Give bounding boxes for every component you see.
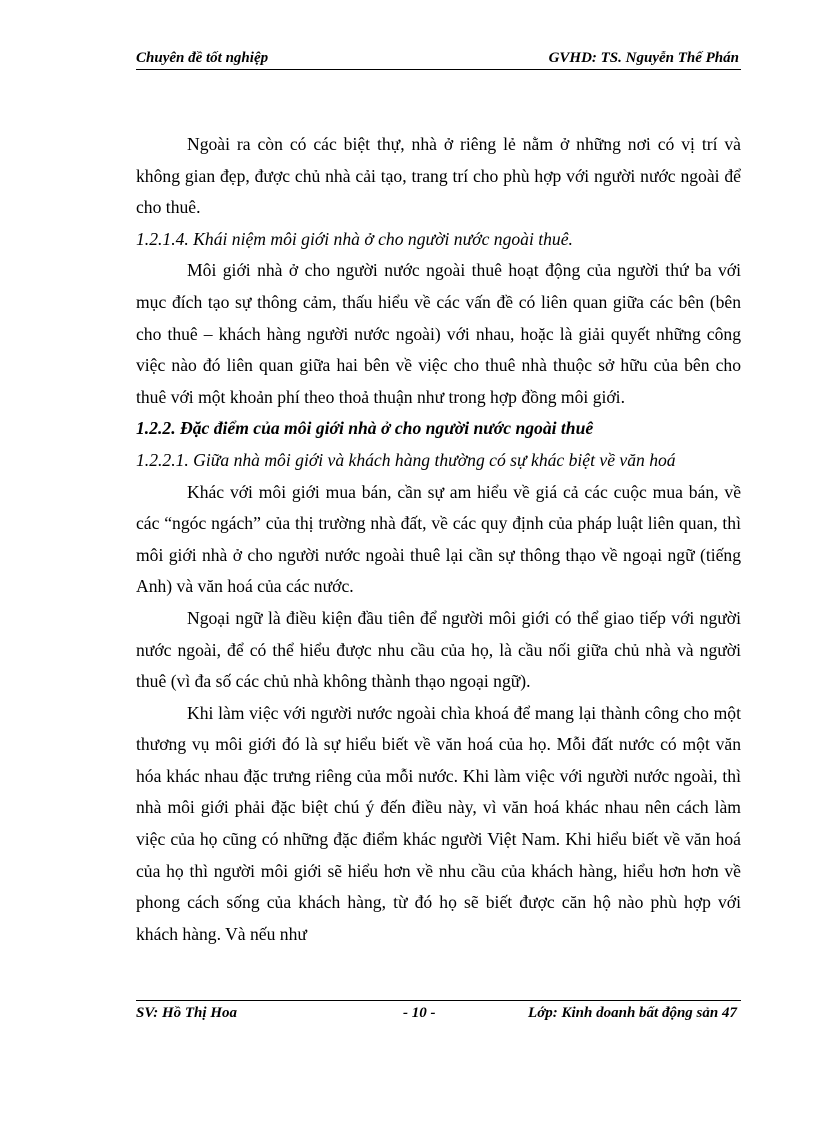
page-number: - 10 -: [403, 1005, 436, 1021]
paragraph: Ngoại ngữ là điều kiện đầu tiên để người môi giới có thể giao tiếp với người nước ngoài, để có thể hiểu được nhu cầu của họ, là cầu nối giữa chủ nhà và người thuê (vì đa số các chủ nhà không thành thạo ngoại ngữ).: [136, 607, 741, 692]
subsection-heading: 1.2.1.4. Khái niệm môi giới nhà ở cho người nước ngoài thuê.: [136, 228, 573, 249]
page-header: [136, 49, 741, 70]
paragraph: Khác với môi giới mua bán, cần sự am hiểu về giá cả các cuộc mua bán, về các “ngóc ngách” của thị trường nhà đất, về các quy định của pháp luật liên quan, thì môi giới nhà ở cho người nước ngoài thuê lại cần sự thông thạo về ngoại ngữ (tiếng Anh) và văn hoá của các nước.: [136, 481, 741, 597]
subsection-heading: 1.2.2.1. Giữa nhà môi giới và khách hàng thường có sự khác biệt về văn hoá: [136, 449, 676, 470]
paragraph: Ngoài ra còn có các biệt thự, nhà ở riêng lẻ nằm ở những nơi có vị trí và không gian đẹp, được chủ nhà cải tạo, trang trí cho phù hợp với người nước ngoài để cho thuê.: [136, 134, 741, 218]
header-document-type: Chuyên đề tốt nghiệp: [136, 50, 269, 66]
paragraph: Khi làm việc với người nước ngoài chìa khoá để mang lại thành công cho một thương vụ môi giới đó là sự hiểu biết về văn hoá của họ. Mỗi đất nước có một văn hóa khác nhau đặc trưng riêng của mỗi nước. Khi làm việc với người nước ngoài, thì nhà môi giới phải đặc biệt chú ý đến điều này, vì văn hoá khác nhau nên cách làm việc của họ cũng có những đặc điểm khác người Việt Nam. Khi hiểu biết về văn hoá của họ thì người môi giới sẽ hiểu hơn về nhu cầu của khách hàng, hiểu hơn hơn về phong cách sống của khách hàng, từ đó họ sẽ biết được căn hộ nào phù hợp với khách hàng. Và nếu như: [136, 702, 741, 944]
paragraph: Môi giới nhà ở cho người nước ngoài thuê hoạt động của người thứ ba với mục đích tạo sự thông cảm, thấu hiểu về các vấn đề có liên quan giữa các bên (bên cho thuê – khách hàng người nước ngoài) với nhau, hoặc là giải quyết những công việc nào đó liên quan giữa hai bên về việc cho thuê nhà thuộc sở hữu của bên cho thuê với một khoản phí theo thoả thuận như trong hợp đồng môi giới.: [136, 260, 741, 407]
header-supervisor: GVHD: TS. Nguyễn Thế Phán: [548, 50, 739, 66]
page-footer: [136, 1000, 741, 1023]
footer-class: Lớp: Kinh doanh bất động sản 47: [528, 1005, 737, 1021]
section-heading: 1.2.2. Đặc điểm của môi giới nhà ở cho người nước ngoài thuê: [136, 418, 594, 439]
document-body: [136, 129, 741, 950]
footer-student: SV: Hồ Thị Hoa: [136, 1005, 237, 1021]
